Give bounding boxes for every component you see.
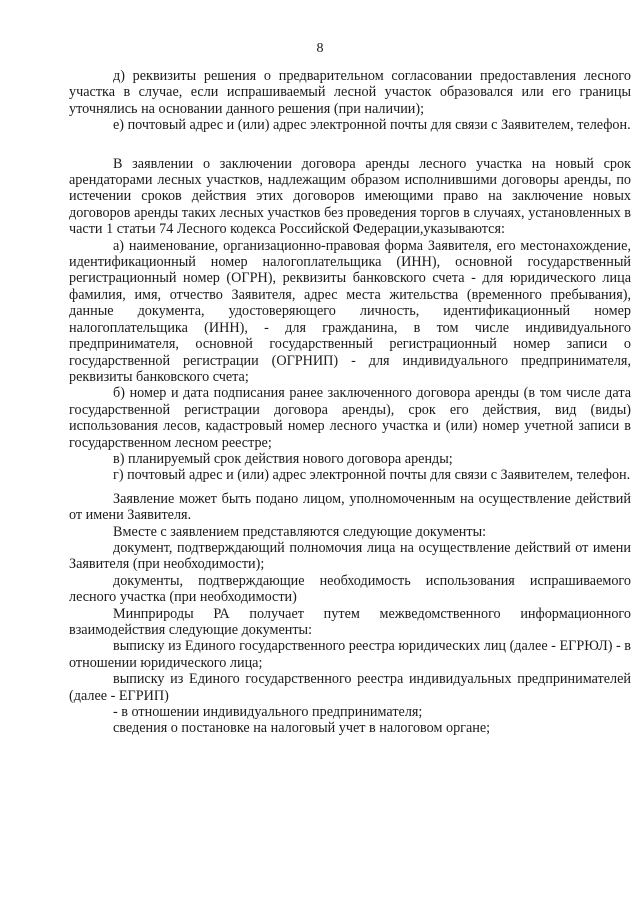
paragraph-a: а) наименование, организационно-правовая форма Заявителя, его местонахождение, идентификационный номер налогоплательщика (ИНН), основной государственный регистрационный номер (ОГРН), реквизиты банковского счета - для юридического лица фамилия, имя, отчество Заявителя, адрес места жительства (временного пребывания), данные документа, удостоверяющего личность, идентификационный номер налогоплательщика (ИНН), - для гражданина, в том числе индивидуального предпринимателя, основной государственный регистрационный номер записи о государственной регистрации (ОГРНИП) - для индивидуального предпринимателя, реквизиты банковского счета; (69, 237, 631, 385)
paragraph-egrul: выписку из Единого государственного реестра юридических лиц (далее - ЕГРЮЛ) - в отношении юридического лица; (69, 638, 631, 671)
paragraph-gap-small (69, 484, 631, 491)
paragraph-necessity-doc: документы, подтверждающие необходимость использования испрашиваемого лесного участка (при необходимости) (69, 572, 631, 606)
paragraph-egrip-scope: - в отношении индивидуального предпринимателя; (113, 704, 423, 721)
paragraph-v: в) планируемый срок действия нового договора аренды; (113, 450, 453, 467)
paragraph-documents-intro: Вместе с заявлением представляются следующие документы: (113, 523, 487, 540)
paragraph-gap (69, 134, 631, 156)
paragraph-e: е) почтовый адрес и (или) адрес электронной почты для связи с Заявителем, телефон. (113, 117, 631, 134)
paragraph-g: г) почтовый адрес и (или) адрес электронной почты для связи с Заявителем, телефон. (113, 467, 631, 484)
paragraph-authority-doc: документ, подтверждающий полномочия лица на осуществление действий от имени Заявителя (при необходимости); (69, 539, 631, 573)
paragraph-intro: В заявлении о заключении договора аренды лесного участка на новый срок арендаторами лесных участков, надлежащим образом исполнившими договоры аренды, по истечении сроков действия этих договоров имеющими право на заключение новых договоров аренды таких лесных участков без проведения торгов в случаях, установленных в части 1 статьи 74 Лесного кодекса Российской Федерации,указываются: (69, 155, 631, 238)
paragraph-tax: сведения о постановке на налоговый учет в налоговом органе; (113, 720, 491, 737)
body-text (69, 68, 631, 737)
page-number: 8 (316, 41, 324, 56)
paragraph-d: д) реквизиты решения о предварительном согласовании предоставления лесного участка в случае, если испрашиваемый лесной участок образовался или его границы уточнялись на основании данного решения (при наличии); (69, 68, 631, 117)
paragraph-egrip: выписку из Единого государственного реестра индивидуальных предпринимателей (далее - ЕГРИП) (69, 671, 631, 704)
paragraph-b: б) номер и дата подписания ранее заключенного договора аренды (в том числе дата государственной регистрации договора аренды), срок его действия, вид (виды) использования лесов, кадастровый номер лесного участка и (или) номер учетной записи в государственном лесном реестре; (69, 385, 631, 451)
paragraph-ministry: Минприроды РА получает путем межведомственного информационного взаимодействия следующие документы: (69, 605, 631, 638)
paragraph-representative: Заявление может быть подано лицом, уполномоченным на осуществление действий от имени Заявителя. (69, 490, 631, 524)
